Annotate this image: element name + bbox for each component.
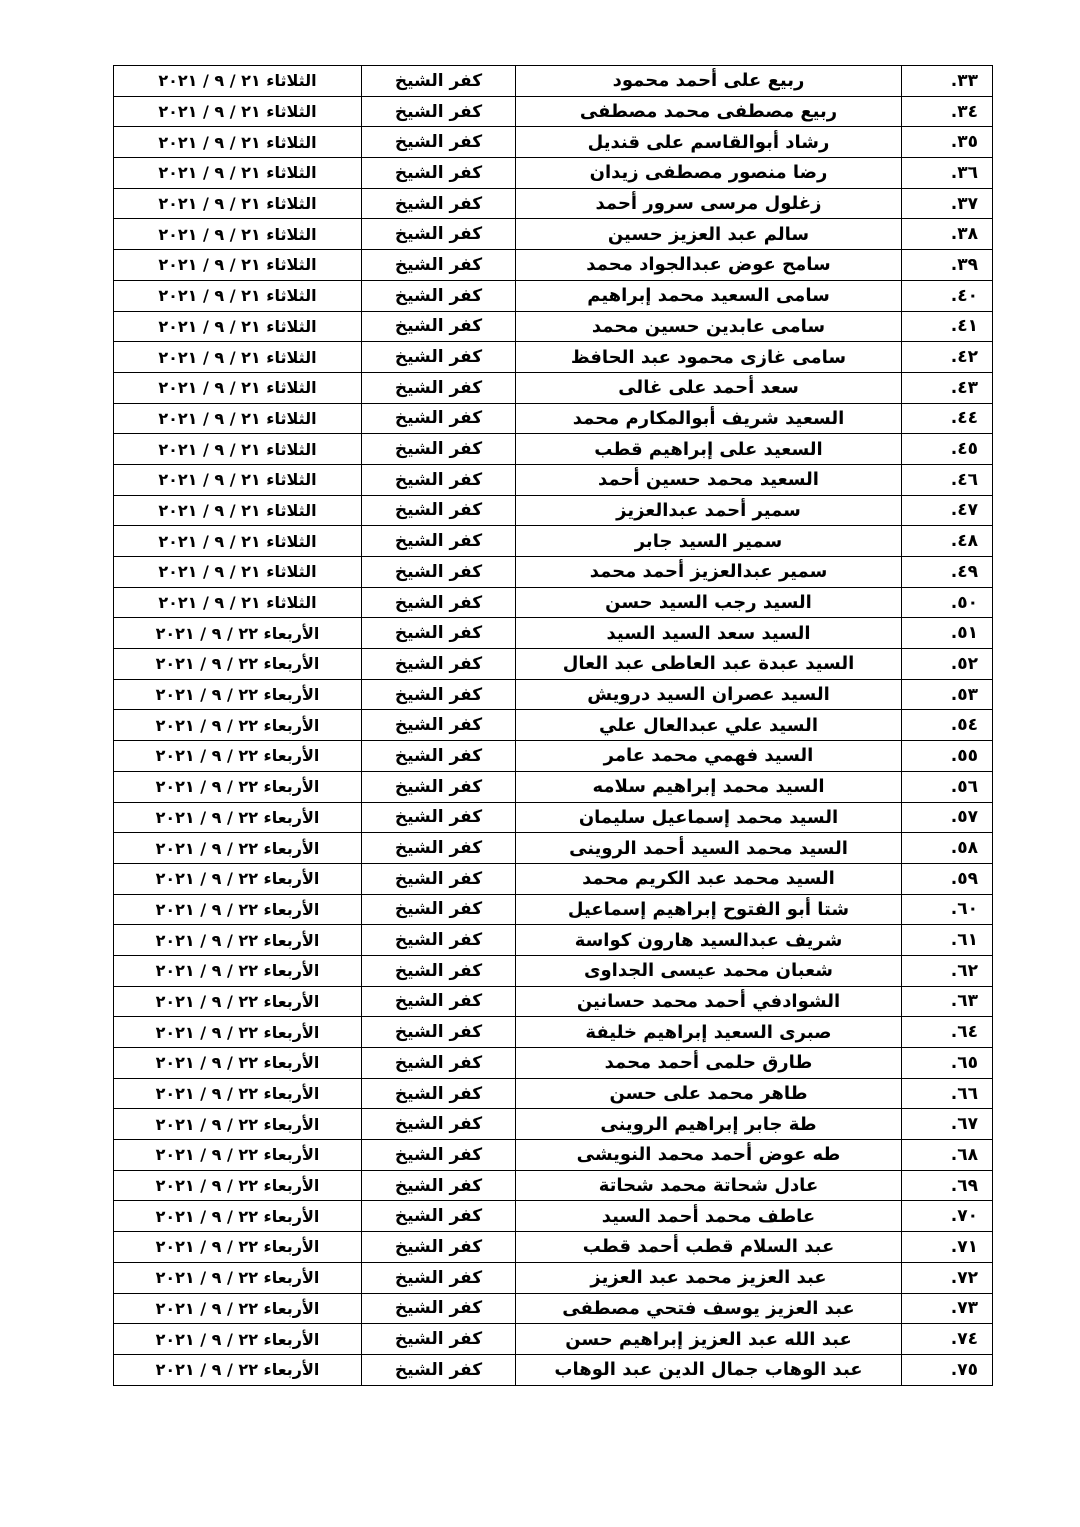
city-cell: كفر الشيخ — [362, 127, 516, 158]
row-number-cell: ٥٦. — [902, 771, 993, 802]
table-row — [114, 955, 993, 986]
row-number-cell: ٦٢. — [902, 955, 993, 986]
date-cell: الثلاثاء ٢١ / ٩ / ٢٠٢١ — [114, 434, 362, 465]
name-cell: السيد محمد عبد الكريم محمد — [516, 863, 902, 894]
row-number-cell: ٥٣. — [902, 679, 993, 710]
row-number-cell: ٣٧. — [902, 188, 993, 219]
city-cell: كفر الشيخ — [362, 495, 516, 526]
row-number-cell: ٦٧. — [902, 1109, 993, 1140]
name-cell: عادل شحاتة محمد شحاتة — [516, 1170, 902, 1201]
table-row — [114, 771, 993, 802]
date-cell: الأربعاء ٢٢ / ٩ / ٢٠٢١ — [114, 679, 362, 710]
row-number-cell: ٦٤. — [902, 1017, 993, 1048]
table-row — [114, 1324, 993, 1355]
row-number-cell: ٣٨. — [902, 219, 993, 250]
city-cell: كفر الشيخ — [362, 188, 516, 219]
name-cell: طه عوض أحمد محمد النويشى — [516, 1140, 902, 1171]
row-number-cell: ٥٥. — [902, 741, 993, 772]
date-cell: الأربعاء ٢٢ / ٩ / ٢٠٢١ — [114, 1232, 362, 1263]
date-cell: الثلاثاء ٢١ / ٩ / ٢٠٢١ — [114, 127, 362, 158]
table-row — [114, 679, 993, 710]
table-row — [114, 1293, 993, 1324]
date-cell: الأربعاء ٢٢ / ٩ / ٢٠٢١ — [114, 863, 362, 894]
row-number-cell: ٣٣. — [902, 66, 993, 97]
name-cell: عبد الله عبد العزيز إبراهيم حسن — [516, 1324, 902, 1355]
date-cell: الثلاثاء ٢١ / ٩ / ٢٠٢١ — [114, 188, 362, 219]
name-cell: الشوادفي أحمد محمد حسانين — [516, 986, 902, 1017]
table-row — [114, 587, 993, 618]
row-number-cell: ٣٤. — [902, 96, 993, 127]
city-cell: كفر الشيخ — [362, 710, 516, 741]
name-cell: طة جابر إبراهيم الروينى — [516, 1109, 902, 1140]
names-table — [113, 65, 993, 1386]
table-row — [114, 464, 993, 495]
city-cell: كفر الشيخ — [362, 679, 516, 710]
table-row — [114, 1078, 993, 1109]
row-number-cell: ٧١. — [902, 1232, 993, 1263]
name-cell: سامى عابدين حسين محمد — [516, 311, 902, 342]
name-cell: سعد أحمد على غالى — [516, 372, 902, 403]
name-cell: السعيد على إبراهيم قطب — [516, 434, 902, 465]
table-row — [114, 1201, 993, 1232]
name-cell: السعيد محمد حسين أحمد — [516, 464, 902, 495]
date-cell: الثلاثاء ٢١ / ٩ / ٢٠٢١ — [114, 96, 362, 127]
table-row — [114, 1017, 993, 1048]
date-cell: الثلاثاء ٢١ / ٩ / ٢٠٢١ — [114, 557, 362, 588]
table-row — [114, 1354, 993, 1385]
city-cell: كفر الشيخ — [362, 342, 516, 373]
table-row — [114, 158, 993, 189]
row-number-cell: ٤٧. — [902, 495, 993, 526]
table-row — [114, 863, 993, 894]
city-cell: كفر الشيخ — [362, 158, 516, 189]
name-cell: السيد رجب السيد حسن — [516, 587, 902, 618]
table-row — [114, 280, 993, 311]
row-number-cell: ٤٩. — [902, 557, 993, 588]
name-cell: صبرى السعيد إبراهيم خليفة — [516, 1017, 902, 1048]
table-row — [114, 342, 993, 373]
row-number-cell: ٤٠. — [902, 280, 993, 311]
city-cell: كفر الشيخ — [362, 280, 516, 311]
city-cell: كفر الشيخ — [362, 1262, 516, 1293]
row-number-cell: ٧٢. — [902, 1262, 993, 1293]
city-cell: كفر الشيخ — [362, 250, 516, 281]
name-cell: عاطف محمد أحمد السيد — [516, 1201, 902, 1232]
row-number-cell: ٥٨. — [902, 833, 993, 864]
row-number-cell: ٦٣. — [902, 986, 993, 1017]
row-number-cell: ٤٥. — [902, 434, 993, 465]
date-cell: الأربعاء ٢٢ / ٩ / ٢٠٢١ — [114, 986, 362, 1017]
name-cell: السيد فهمي محمد عامر — [516, 741, 902, 772]
city-cell: كفر الشيخ — [362, 618, 516, 649]
table-row — [114, 526, 993, 557]
name-cell: السيد علي عبدالعال علي — [516, 710, 902, 741]
table-row — [114, 403, 993, 434]
table-row — [114, 1232, 993, 1263]
date-cell: الأربعاء ٢٢ / ٩ / ٢٠٢١ — [114, 710, 362, 741]
date-cell: الثلاثاء ٢١ / ٩ / ٢٠٢١ — [114, 464, 362, 495]
city-cell: كفر الشيخ — [362, 526, 516, 557]
name-cell: عبد العزيز محمد عبد العزيز — [516, 1262, 902, 1293]
table-row — [114, 311, 993, 342]
name-cell: السيد عصران السيد درويش — [516, 679, 902, 710]
name-cell: سمير عبدالعزيز أحمد محمد — [516, 557, 902, 588]
city-cell: كفر الشيخ — [362, 434, 516, 465]
row-number-cell: ٦٨. — [902, 1140, 993, 1171]
name-cell: زغلول مرسى سرور أحمد — [516, 188, 902, 219]
name-cell: سالم عبد العزيز حسين — [516, 219, 902, 250]
row-number-cell: ٣٩. — [902, 250, 993, 281]
table-row — [114, 649, 993, 680]
city-cell: كفر الشيخ — [362, 863, 516, 894]
table-row — [114, 986, 993, 1017]
name-cell: السيد عبدة عبد العاطى عبد العال — [516, 649, 902, 680]
name-cell: سمير السيد جابر — [516, 526, 902, 557]
city-cell: كفر الشيخ — [362, 219, 516, 250]
table-row — [114, 710, 993, 741]
city-cell: كفر الشيخ — [362, 1140, 516, 1171]
table-body — [114, 66, 993, 1386]
name-cell: رضا منصور مصطفى زيدان — [516, 158, 902, 189]
city-cell: كفر الشيخ — [362, 1078, 516, 1109]
name-cell: السيد محمد إسماعيل سليمان — [516, 802, 902, 833]
date-cell: الأربعاء ٢٢ / ٩ / ٢٠٢١ — [114, 1201, 362, 1232]
city-cell: كفر الشيخ — [362, 1170, 516, 1201]
date-cell: الأربعاء ٢٢ / ٩ / ٢٠٢١ — [114, 649, 362, 680]
date-cell: الثلاثاء ٢١ / ٩ / ٢٠٢١ — [114, 403, 362, 434]
date-cell: الأربعاء ٢٢ / ٩ / ٢٠٢١ — [114, 771, 362, 802]
date-cell: الثلاثاء ٢١ / ٩ / ٢٠٢١ — [114, 311, 362, 342]
date-cell: الثلاثاء ٢١ / ٩ / ٢٠٢١ — [114, 158, 362, 189]
city-cell: كفر الشيخ — [362, 464, 516, 495]
city-cell: كفر الشيخ — [362, 1354, 516, 1385]
city-cell: كفر الشيخ — [362, 771, 516, 802]
row-number-cell: ٦٥. — [902, 1048, 993, 1079]
date-cell: الثلاثاء ٢١ / ٩ / ٢٠٢١ — [114, 280, 362, 311]
date-cell: الأربعاء ٢٢ / ٩ / ٢٠٢١ — [114, 925, 362, 956]
name-cell: سامح عوض عبدالجواد محمد — [516, 250, 902, 281]
city-cell: كفر الشيخ — [362, 986, 516, 1017]
table-row — [114, 372, 993, 403]
table-row — [114, 66, 993, 97]
date-cell: الأربعاء ٢٢ / ٩ / ٢٠٢١ — [114, 955, 362, 986]
city-cell: كفر الشيخ — [362, 1048, 516, 1079]
table-row — [114, 250, 993, 281]
name-cell: عبد الوهاب جمال الدين عبد الوهاب — [516, 1354, 902, 1385]
row-number-cell: ٤٣. — [902, 372, 993, 403]
city-cell: كفر الشيخ — [362, 1017, 516, 1048]
date-cell: الثلاثاء ٢١ / ٩ / ٢٠٢١ — [114, 219, 362, 250]
date-cell: الثلاثاء ٢١ / ٩ / ٢٠٢١ — [114, 342, 362, 373]
row-number-cell: ٤١. — [902, 311, 993, 342]
city-cell: كفر الشيخ — [362, 1232, 516, 1263]
city-cell: كفر الشيخ — [362, 96, 516, 127]
name-cell: السيد سعد السيد السيد — [516, 618, 902, 649]
table-row — [114, 1048, 993, 1079]
name-cell: طارق حلمى أحمد محمد — [516, 1048, 902, 1079]
table-row — [114, 127, 993, 158]
row-number-cell: ٦٦. — [902, 1078, 993, 1109]
city-cell: كفر الشيخ — [362, 1109, 516, 1140]
city-cell: كفر الشيخ — [362, 587, 516, 618]
row-number-cell: ٣٥. — [902, 127, 993, 158]
name-cell: شتا أبو الفتوح إبراهيم إسماعيل — [516, 894, 902, 925]
row-number-cell: ٤٨. — [902, 526, 993, 557]
name-cell: السعيد شريف أبوالمكارم محمد — [516, 403, 902, 434]
date-cell: الأربعاء ٢٢ / ٩ / ٢٠٢١ — [114, 802, 362, 833]
table-row — [114, 495, 993, 526]
row-number-cell: ٤٦. — [902, 464, 993, 495]
table-row — [114, 618, 993, 649]
city-cell: كفر الشيخ — [362, 1293, 516, 1324]
name-cell: عبد السلام قطب أحمد قطب — [516, 1232, 902, 1263]
row-number-cell: ٧٠. — [902, 1201, 993, 1232]
name-cell: شعبان محمد عيسى الجداوى — [516, 955, 902, 986]
date-cell: الأربعاء ٢٢ / ٩ / ٢٠٢١ — [114, 618, 362, 649]
table-row — [114, 434, 993, 465]
table-row — [114, 188, 993, 219]
date-cell: الأربعاء ٢٢ / ٩ / ٢٠٢١ — [114, 1078, 362, 1109]
date-cell: الأربعاء ٢٢ / ٩ / ٢٠٢١ — [114, 833, 362, 864]
date-cell: الأربعاء ٢٢ / ٩ / ٢٠٢١ — [114, 1140, 362, 1171]
table-row — [114, 1109, 993, 1140]
date-cell: الأربعاء ٢٢ / ٩ / ٢٠٢١ — [114, 1109, 362, 1140]
date-cell: الأربعاء ٢٢ / ٩ / ٢٠٢١ — [114, 1324, 362, 1355]
date-cell: الأربعاء ٢٢ / ٩ / ٢٠٢١ — [114, 1017, 362, 1048]
date-cell: الأربعاء ٢٢ / ٩ / ٢٠٢١ — [114, 1262, 362, 1293]
city-cell: كفر الشيخ — [362, 925, 516, 956]
name-cell: السيد محمد السيد أحمد الروينى — [516, 833, 902, 864]
row-number-cell: ٥٠. — [902, 587, 993, 618]
table-row — [114, 557, 993, 588]
table-row — [114, 802, 993, 833]
row-number-cell: ٦٠. — [902, 894, 993, 925]
date-cell: الثلاثاء ٢١ / ٩ / ٢٠٢١ — [114, 66, 362, 97]
table-row — [114, 894, 993, 925]
table-row — [114, 1140, 993, 1171]
table-row — [114, 219, 993, 250]
row-number-cell: ٣٦. — [902, 158, 993, 189]
table-row — [114, 96, 993, 127]
row-number-cell: ٥١. — [902, 618, 993, 649]
row-number-cell: ٤٢. — [902, 342, 993, 373]
city-cell: كفر الشيخ — [362, 833, 516, 864]
row-number-cell: ٧٣. — [902, 1293, 993, 1324]
city-cell: كفر الشيخ — [362, 894, 516, 925]
date-cell: الأربعاء ٢٢ / ٩ / ٢٠٢١ — [114, 741, 362, 772]
row-number-cell: ٥٤. — [902, 710, 993, 741]
date-cell: الأربعاء ٢٢ / ٩ / ٢٠٢١ — [114, 1048, 362, 1079]
name-cell: سامى السعيد محمد إبراهيم — [516, 280, 902, 311]
city-cell: كفر الشيخ — [362, 403, 516, 434]
table-row — [114, 1170, 993, 1201]
names-table-container — [113, 65, 979, 1386]
city-cell: كفر الشيخ — [362, 66, 516, 97]
date-cell: الثلاثاء ٢١ / ٩ / ٢٠٢١ — [114, 526, 362, 557]
row-number-cell: ٧٥. — [902, 1354, 993, 1385]
name-cell: شريف عبدالسيد هارون كواسة — [516, 925, 902, 956]
city-cell: كفر الشيخ — [362, 741, 516, 772]
date-cell: الثلاثاء ٢١ / ٩ / ٢٠٢١ — [114, 372, 362, 403]
table-row — [114, 833, 993, 864]
city-cell: كفر الشيخ — [362, 557, 516, 588]
city-cell: كفر الشيخ — [362, 311, 516, 342]
city-cell: كفر الشيخ — [362, 649, 516, 680]
name-cell: سمير أحمد عبدالعزيز — [516, 495, 902, 526]
name-cell: طاهر محمد على حسن — [516, 1078, 902, 1109]
row-number-cell: ٧٤. — [902, 1324, 993, 1355]
row-number-cell: ٥٩. — [902, 863, 993, 894]
name-cell: ربيع على أحمد محمود — [516, 66, 902, 97]
city-cell: كفر الشيخ — [362, 802, 516, 833]
date-cell: الثلاثاء ٢١ / ٩ / ٢٠٢١ — [114, 250, 362, 281]
name-cell: عبد العزيز يوسف فتحي مصطفى — [516, 1293, 902, 1324]
row-number-cell: ٤٤. — [902, 403, 993, 434]
date-cell: الأربعاء ٢٢ / ٩ / ٢٠٢١ — [114, 1293, 362, 1324]
name-cell: ربيع مصطفى محمد مصطفى — [516, 96, 902, 127]
row-number-cell: ٦٩. — [902, 1170, 993, 1201]
name-cell: رشاد أبوالقاسم على قنديل — [516, 127, 902, 158]
city-cell: كفر الشيخ — [362, 955, 516, 986]
name-cell: السيد محمد إبراهيم سلامه — [516, 771, 902, 802]
row-number-cell: ٦١. — [902, 925, 993, 956]
table-row — [114, 741, 993, 772]
date-cell: الأربعاء ٢٢ / ٩ / ٢٠٢١ — [114, 1354, 362, 1385]
date-cell: الأربعاء ٢٢ / ٩ / ٢٠٢١ — [114, 1170, 362, 1201]
row-number-cell: ٥٧. — [902, 802, 993, 833]
city-cell: كفر الشيخ — [362, 1324, 516, 1355]
date-cell: الأربعاء ٢٢ / ٩ / ٢٠٢١ — [114, 894, 362, 925]
city-cell: كفر الشيخ — [362, 1201, 516, 1232]
date-cell: الثلاثاء ٢١ / ٩ / ٢٠٢١ — [114, 495, 362, 526]
date-cell: الثلاثاء ٢١ / ٩ / ٢٠٢١ — [114, 587, 362, 618]
name-cell: سامى غازى محمود عبد الحافظ — [516, 342, 902, 373]
table-row — [114, 925, 993, 956]
city-cell: كفر الشيخ — [362, 372, 516, 403]
row-number-cell: ٥٢. — [902, 649, 993, 680]
table-row — [114, 1262, 993, 1293]
